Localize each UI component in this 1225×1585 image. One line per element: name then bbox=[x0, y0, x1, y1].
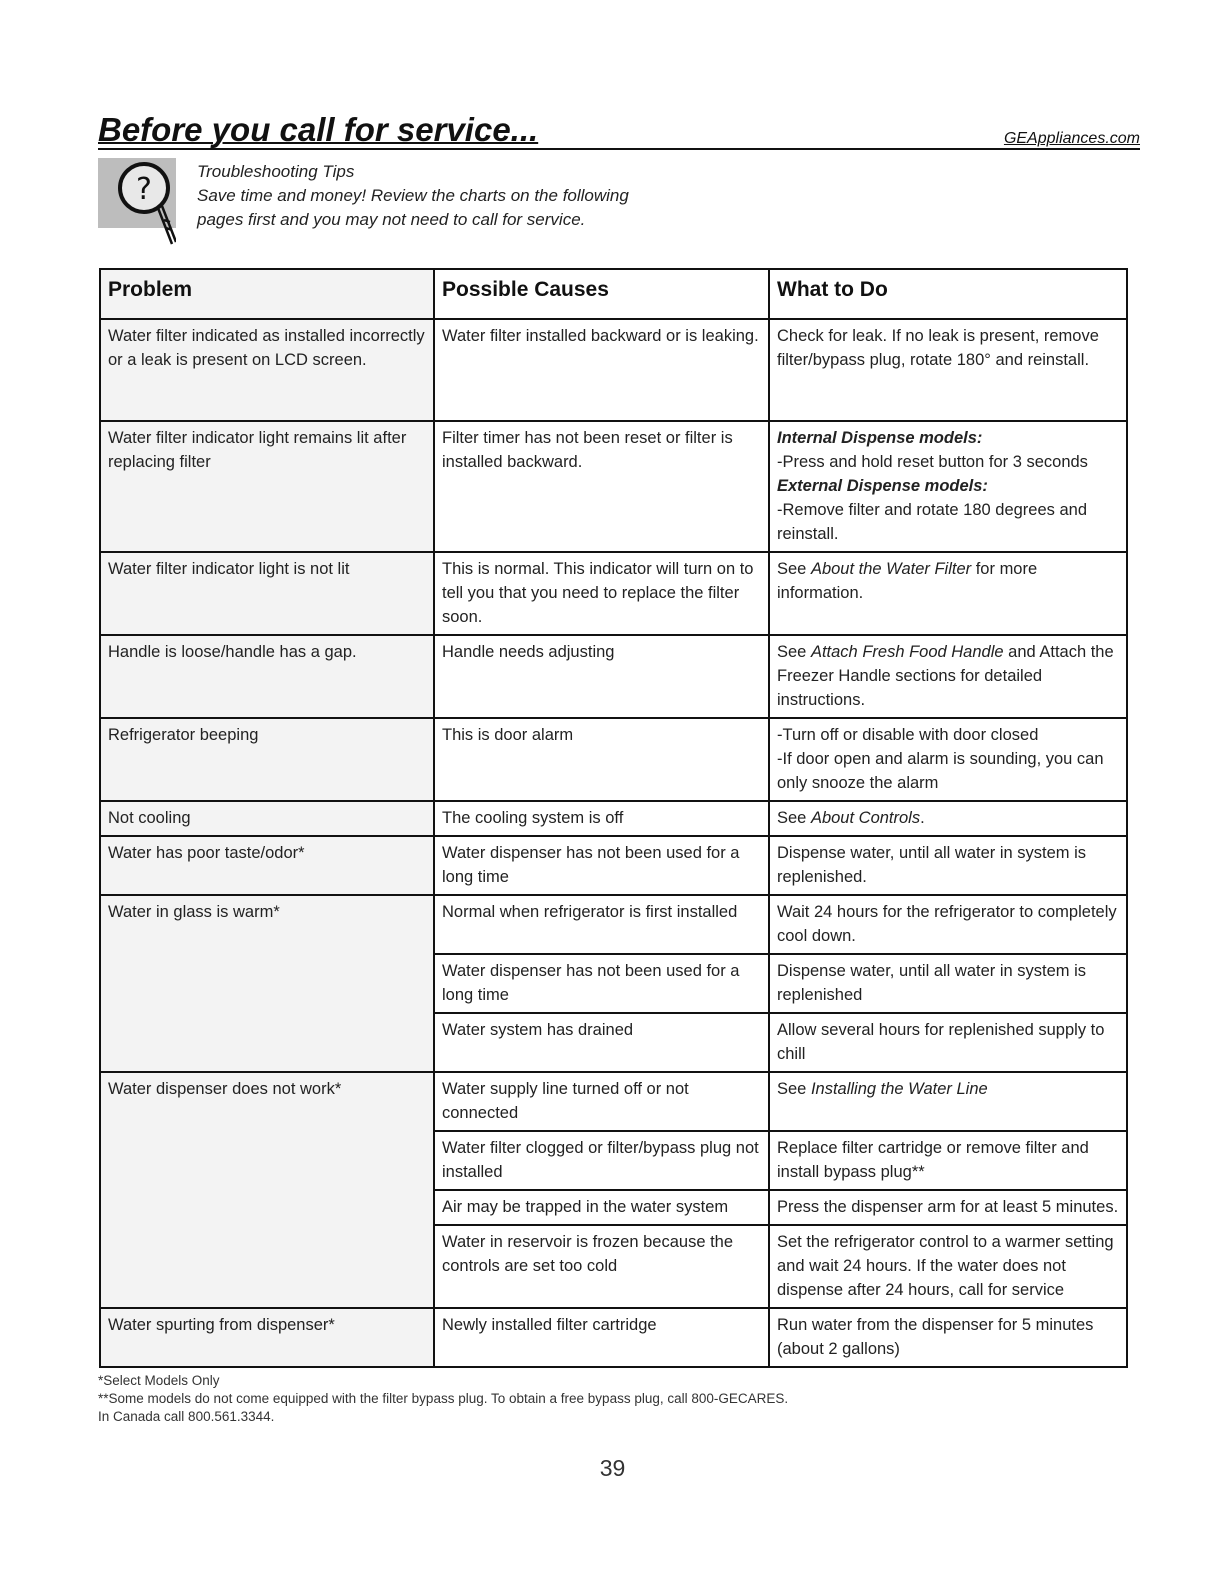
column-header-problem: Problem bbox=[100, 269, 434, 319]
cause-cell: Water in reservoir is frozen because the controls are set too cold bbox=[434, 1225, 769, 1308]
todo-cell: Replace filter cartridge or remove filter and install bypass plug** bbox=[769, 1131, 1127, 1190]
todo-cell: Check for leak. If no leak is present, remove filter/bypass plug, rotate 180° and reinstall. bbox=[769, 319, 1127, 421]
problem-cell: Handle is loose/handle has a gap. bbox=[100, 635, 434, 718]
footnote: **Some models do not come equipped with the filter bypass plug. To obtain a free bypass plug, call 800-GECARES. bbox=[98, 1391, 789, 1406]
cause-cell: This is normal. This indicator will turn on to tell you that you need to replace the filter soon. bbox=[434, 552, 769, 635]
column-header-causes: Possible Causes bbox=[434, 269, 769, 319]
todo-cell bbox=[769, 718, 1127, 801]
cause-cell: The cooling system is off bbox=[434, 801, 769, 836]
cause-cell: Water supply line turned off or not connected bbox=[434, 1072, 769, 1131]
cause-cell: Air may be trapped in the water system bbox=[434, 1190, 769, 1225]
table-row bbox=[100, 836, 1127, 895]
todo-cell bbox=[769, 801, 1127, 836]
problem-cell: Water spurting from dispenser* bbox=[100, 1308, 434, 1367]
cause-cell: This is door alarm bbox=[434, 718, 769, 801]
cause-cell: Water filter installed backward or is leaking. bbox=[434, 319, 769, 421]
todo-cell: Press the dispenser arm for at least 5 minutes. bbox=[769, 1190, 1127, 1225]
todo-text: See bbox=[777, 809, 811, 827]
cause-cell: Water filter clogged or filter/bypass plug not installed bbox=[434, 1131, 769, 1190]
section-reference: About Controls bbox=[810, 809, 921, 827]
table-row bbox=[100, 718, 1127, 801]
todo-text: See bbox=[777, 560, 811, 578]
todo-cell: Run water from the dispenser for 5 minutes (about 2 gallons) bbox=[769, 1308, 1127, 1367]
table-row bbox=[100, 319, 1127, 421]
todo-cell bbox=[769, 552, 1127, 635]
problem-cell: Water filter indicated as installed incorrectly or a leak is present on LCD screen. bbox=[100, 319, 434, 421]
subheading: Internal Dispense models: bbox=[777, 429, 983, 447]
todo-text: See bbox=[777, 643, 811, 661]
todo-cell: Wait 24 hours for the refrigerator to completely cool down. bbox=[769, 895, 1127, 954]
troubleshooting-table bbox=[99, 268, 1128, 1368]
tips-line: Save time and money! Review the charts on the following bbox=[197, 186, 629, 205]
problem-cell: Water filter indicator light remains lit after replacing filter bbox=[100, 421, 434, 552]
problem-cell: Water has poor taste/odor* bbox=[100, 836, 434, 895]
section-reference: Installing the Water Line bbox=[810, 1080, 988, 1098]
footnotes bbox=[98, 1372, 788, 1426]
page-title: Before you call for service... bbox=[98, 111, 539, 148]
tips-line: pages first and you may not need to call for service. bbox=[197, 210, 586, 229]
table-row bbox=[100, 635, 1127, 718]
todo-text: . bbox=[920, 809, 925, 827]
todo-cell: Dispense water, until all water in system is replenished bbox=[769, 954, 1127, 1013]
cause-cell: Normal when refrigerator is first installed bbox=[434, 895, 769, 954]
instruction: -Press and hold reset button for 3 seconds bbox=[777, 453, 1088, 471]
table-header-row bbox=[100, 269, 1127, 319]
footnote: In Canada call 800.561.3344. bbox=[98, 1409, 275, 1424]
todo-cell: Dispense water, until all water in system is replenished. bbox=[769, 836, 1127, 895]
todo-cell bbox=[769, 635, 1127, 718]
table-row bbox=[100, 895, 1127, 954]
cause-cell: Water dispenser has not been used for a long time bbox=[434, 836, 769, 895]
todo-cell: Set the refrigerator control to a warmer setting and wait 24 hours. If the water does not dispense after 24 hours, call for service bbox=[769, 1225, 1127, 1308]
problem-cell: Refrigerator beeping bbox=[100, 718, 434, 801]
page-number: 39 bbox=[599, 1455, 626, 1481]
cause-cell: Water system has drained bbox=[434, 1013, 769, 1072]
table-row bbox=[100, 1072, 1127, 1131]
cause-cell: Handle needs adjusting bbox=[434, 635, 769, 718]
problem-cell: Water dispenser does not work* bbox=[100, 1072, 434, 1308]
table-row bbox=[100, 421, 1127, 552]
svg-text:?: ? bbox=[136, 172, 152, 207]
troubleshooting-tips bbox=[197, 160, 629, 232]
todo-cell bbox=[769, 421, 1127, 552]
problem-cell: Not cooling bbox=[100, 801, 434, 836]
website-link[interactable]: GEAppliances.com bbox=[1003, 130, 1140, 147]
problem-cell: Water in glass is warm* bbox=[100, 895, 434, 1072]
problem-cell: Water filter indicator light is not lit bbox=[100, 552, 434, 635]
todo-text: and Attach the Freezer Handle sections for detailed instructions. bbox=[777, 643, 1114, 709]
subheading: External Dispense models: bbox=[777, 477, 988, 495]
page-header bbox=[98, 108, 1140, 150]
cause-cell: Filter timer has not been reset or filter is installed backward. bbox=[434, 421, 769, 552]
todo-cell: Allow several hours for replenished supply to chill bbox=[769, 1013, 1127, 1072]
footnote: *Select Models Only bbox=[98, 1373, 220, 1388]
cause-cell: Newly installed filter cartridge bbox=[434, 1308, 769, 1367]
instruction: -Remove filter and rotate 180 degrees and reinstall. bbox=[777, 501, 1088, 543]
question-mark-magnifier-icon bbox=[98, 158, 176, 228]
column-header-todo: What to Do bbox=[769, 269, 1127, 319]
section-reference: Attach Fresh Food Handle bbox=[810, 643, 1004, 661]
tips-heading: Troubleshooting Tips bbox=[197, 162, 355, 181]
table-row bbox=[100, 552, 1127, 635]
table-row bbox=[100, 1308, 1127, 1367]
cause-cell: Water dispenser has not been used for a long time bbox=[434, 954, 769, 1013]
todo-text: for more information. bbox=[777, 560, 1038, 602]
instruction: -If door open and alarm is sounding, you can only snooze the alarm bbox=[777, 750, 1104, 792]
instruction: -Turn off or disable with door closed bbox=[777, 726, 1039, 744]
section-reference: About the Water Filter bbox=[810, 560, 972, 578]
todo-text: See bbox=[777, 1080, 811, 1098]
todo-cell bbox=[769, 1072, 1127, 1131]
table-row bbox=[100, 801, 1127, 836]
